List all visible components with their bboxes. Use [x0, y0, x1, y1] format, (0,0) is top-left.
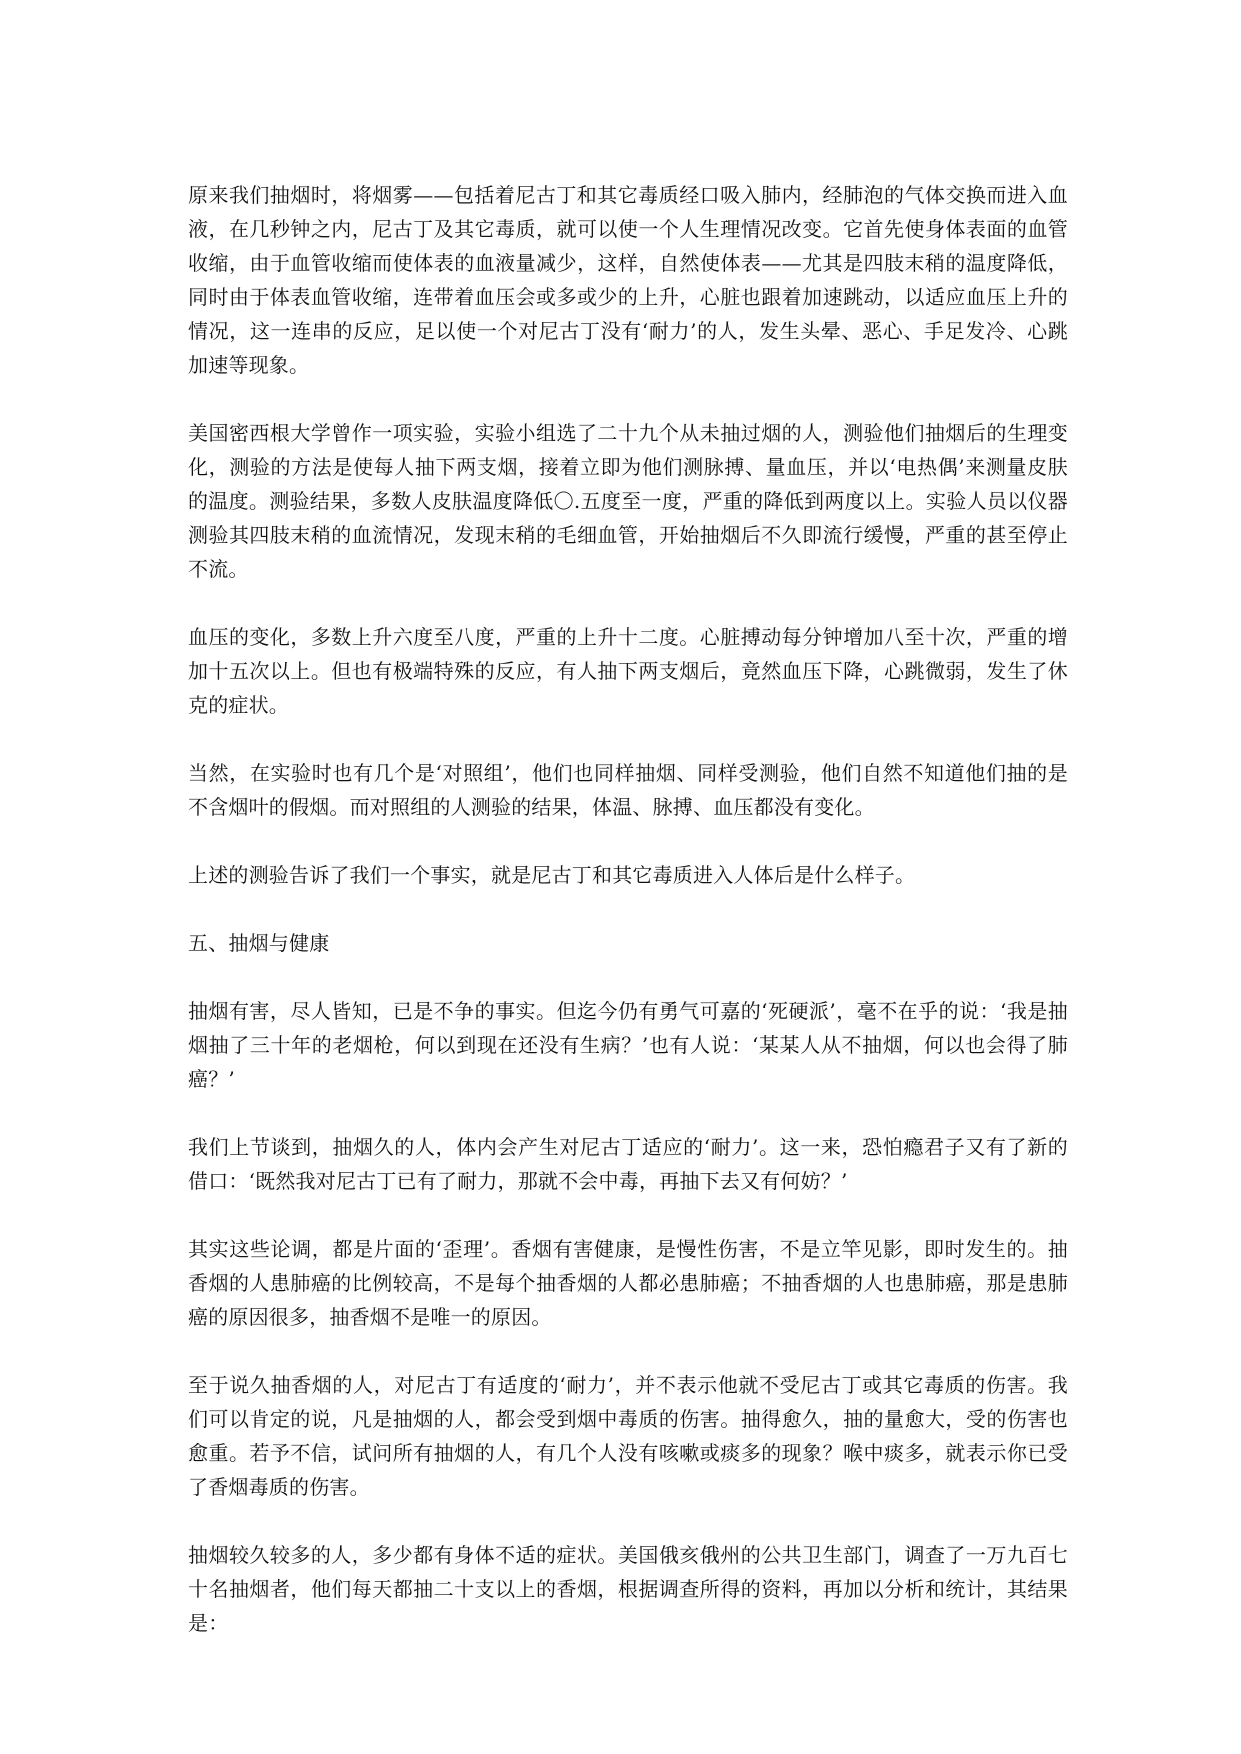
paragraph: 当然，在实验时也有几个是‘对照组’，他们也同样抽烟、同样受测验，他们自然不知道他们抽的是不含烟叶的假烟。而对照组的人测验的结果，体温、脉搏、血压都没有变化。 — [188, 761, 1068, 819]
paragraph: 上述的测验告诉了我们一个事实，就是尼古丁和其它毒质进入人体后是什么样子。 — [188, 863, 916, 887]
paragraph: 抽烟较久较多的人，多少都有身体不适的症状。美国俄亥俄州的公共卫生部门，调查了一万九百七十名抽烟者，他们每天都抽二十支以上的香烟，根据调查所得的资料，再加以分析和统计，其结果是： — [188, 1543, 1068, 1635]
section-heading: 五、抽烟与健康 — [188, 931, 330, 955]
paragraph: 抽烟有害，尽人皆知，已是不争的事实。但迄今仍有勇气可嘉的‘死硬派’，毫不在乎的说：‘我是抽烟抽了三十年的老烟枪，何以到现在还没有生病？’也有人说：‘某某人从不抽烟，何以也会得了肺癌？’ — [188, 999, 1068, 1091]
paragraph: 至于说久抽香烟的人，对尼古丁有适度的‘耐力’，并不表示他就不受尼古丁或其它毒质的伤害。我们可以肯定的说，凡是抽烟的人，都会受到烟中毒质的伤害。抽得愈久，抽的量愈大，受的伤害也愈重。若予不信，试问所有抽烟的人，有几个人没有咳嗽或痰多的现象？喉中痰多，就表示你已受了香烟毒质的伤害。 — [188, 1373, 1068, 1499]
paragraph: 血压的变化，多数上升六度至八度，严重的上升十二度。心脏搏动每分钟增加八至十次，严重的增加十五次以上。但也有极端特殊的反应，有人抽下两支烟后，竟然血压下降，心跳微弱，发生了休克的症状。 — [188, 625, 1068, 717]
paragraph: 原来我们抽烟时，将烟雾——包括着尼古丁和其它毒质经口吸入肺内，经肺泡的气体交换而进入血液，在几秒钟之内，尼古丁及其它毒质，就可以使一个人生理情况改变。它首先使身体表面的血管收缩，由于血管收缩而使体表的血液量减少，这样，自然使体表——尤其是四肢末稍的温度降低，同时由于体表血管收缩，连带着血压会或多或少的上升，心脏也跟着加速跳动，以适应血压上升的情况，这一连串的反应，足以使一个对尼古丁没有‘耐力’的人，发生头晕、恶心、手足发冷、心跳加速等现象。 — [188, 183, 1068, 377]
paragraph: 我们上节谈到，抽烟久的人，体内会产生对尼古丁适应的‘耐力’。这一来，恐怕瘾君子又有了新的借口：‘既然我对尼古丁已有了耐力，那就不会中毒，再抽下去又有何妨？’ — [188, 1135, 1068, 1193]
document-body — [188, 178, 1068, 1674]
paragraph: 其实这些论调，都是片面的‘歪理’。香烟有害健康，是慢性伤害，不是立竿见影，即时发生的。抽香烟的人患肺癌的比例较高，不是每个抽香烟的人都必患肺癌；不抽香烟的人也患肺癌，那是患肺癌的原因很多，抽香烟不是唯一的原因。 — [188, 1237, 1068, 1329]
paragraph: 美国密西根大学曾作一项实验，实验小组选了二十九个从未抽过烟的人，测验他们抽烟后的生理变化，测验的方法是使每人抽下两支烟，接着立即为他们测脉搏、量血压，并以‘电热偶’来测量皮肤的温度。测验结果，多数人皮肤温度降低〇.五度至一度，严重的降低到两度以上。实验人员以仪器测验其四肢末稍的血流情况，发现末稍的毛细血管，开始抽烟后不久即流行缓慢，严重的甚至停止不流。 — [188, 421, 1068, 581]
